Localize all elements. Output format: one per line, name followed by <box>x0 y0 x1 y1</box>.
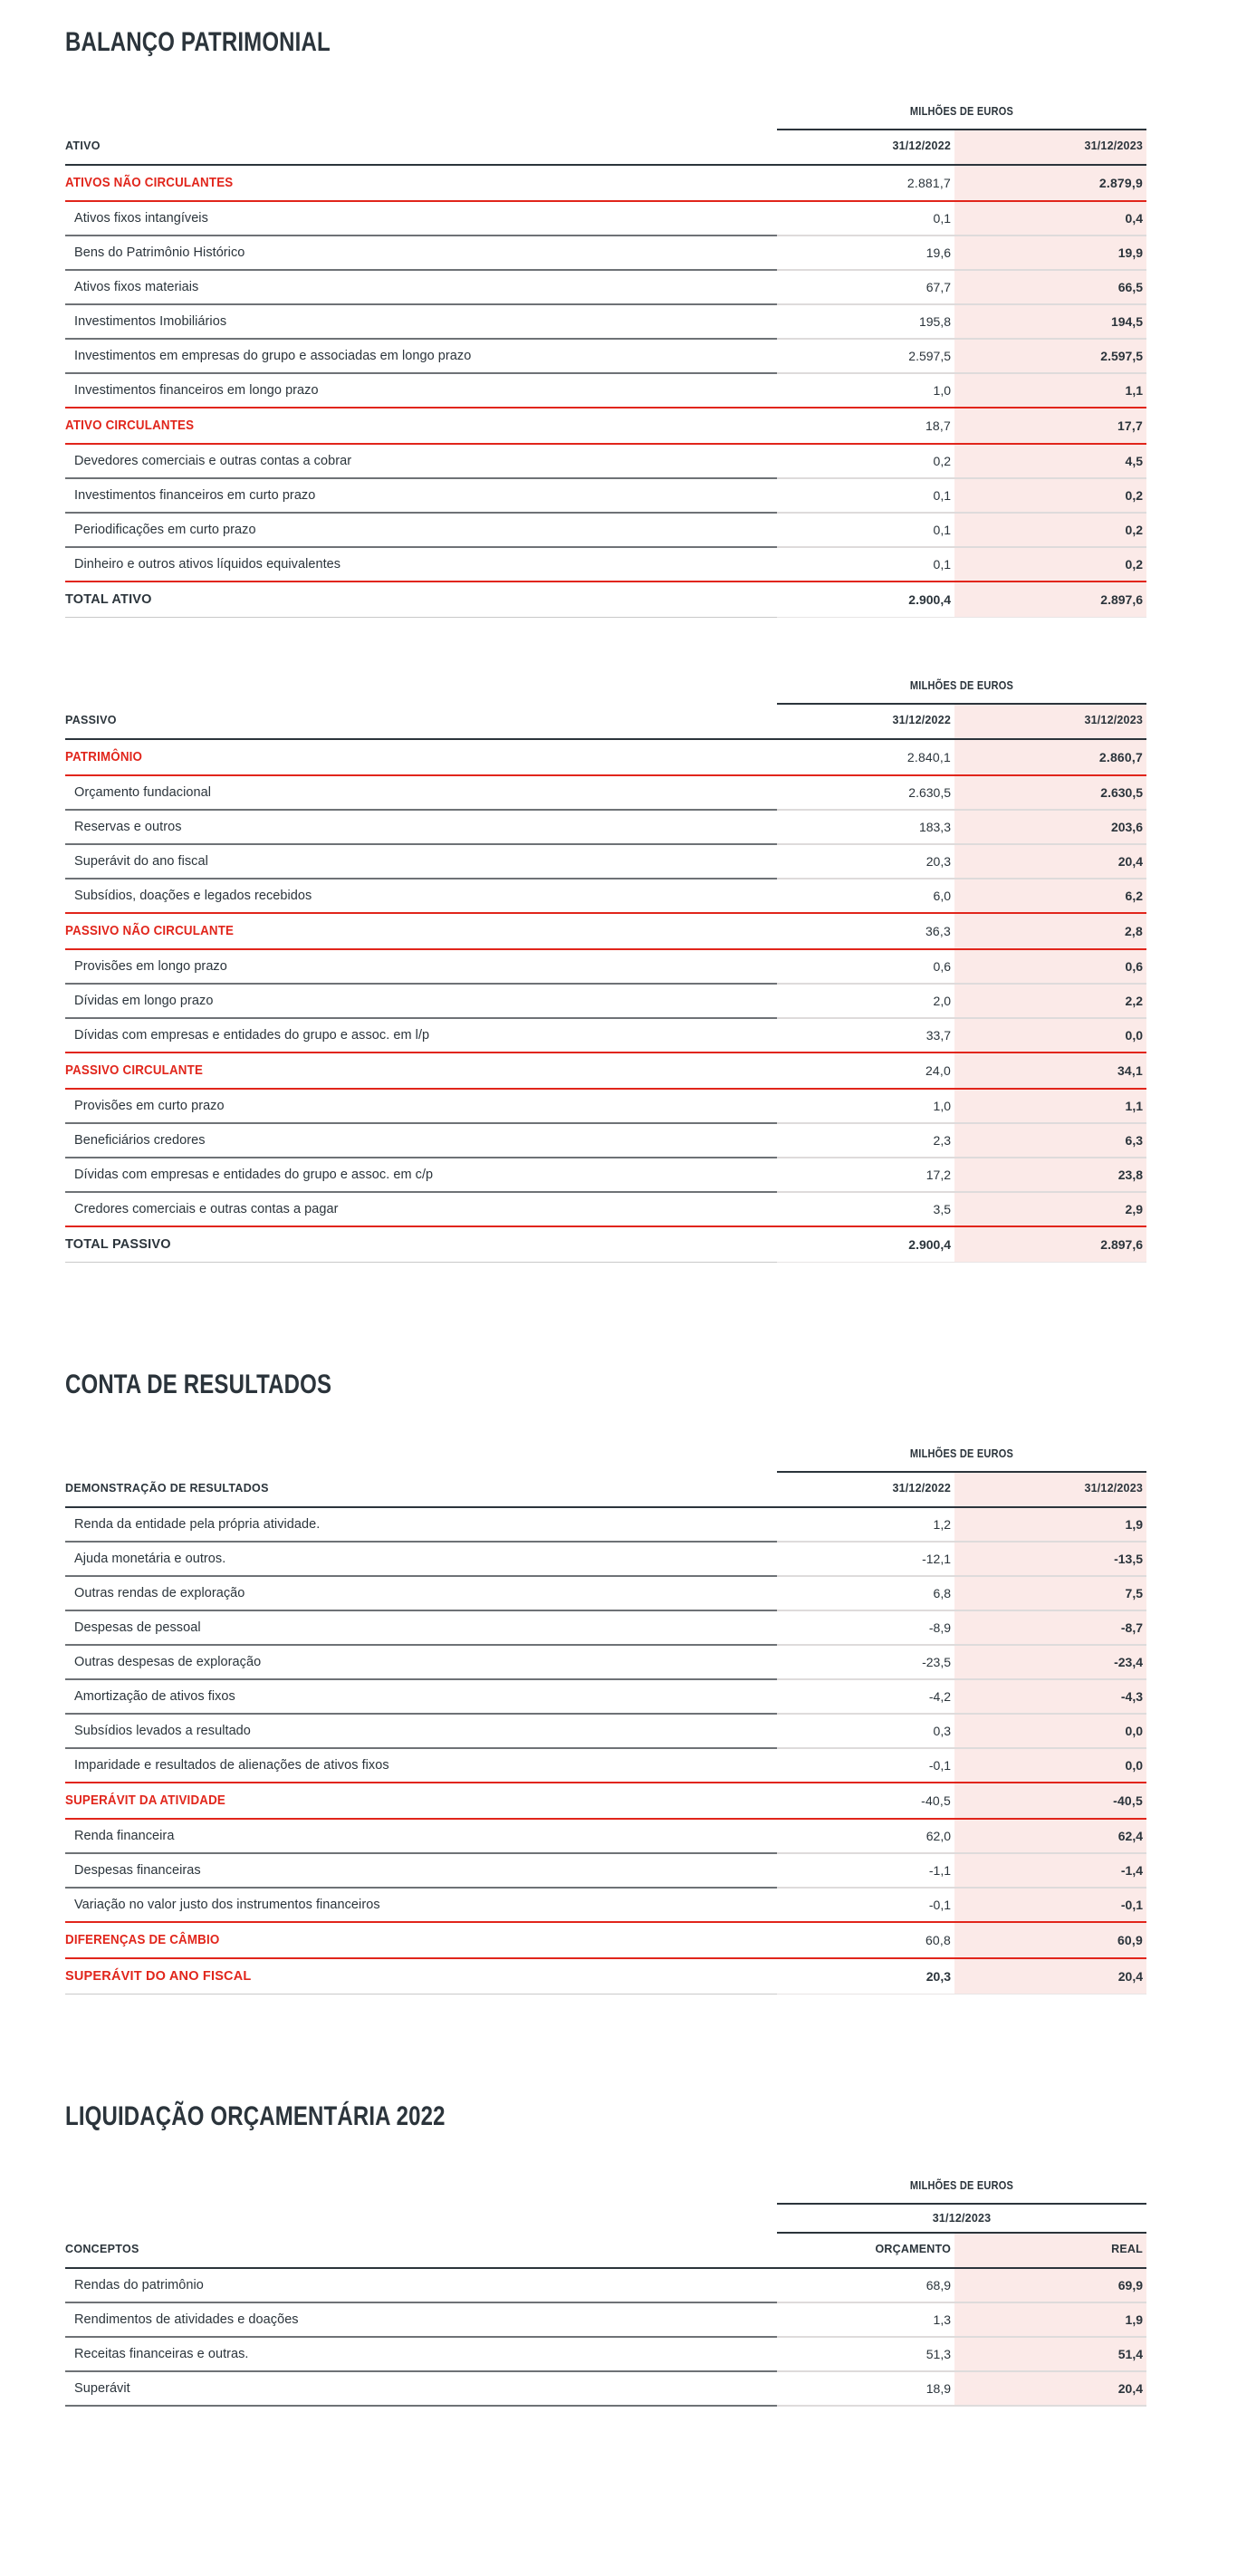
row-value-col1: 36,3 <box>925 924 951 938</box>
row-value-col1: 17,2 <box>925 1168 951 1182</box>
unit-header-row <box>65 2174 1146 2203</box>
row-value-col1: 19,6 <box>925 245 951 260</box>
row-label: Investimentos Imobiliários <box>74 314 227 329</box>
financial-table <box>65 100 1146 618</box>
row-label: Renda da entidade pela própria atividade. <box>74 1517 321 1532</box>
row-value-col2: 4,5 <box>954 444 1146 477</box>
financial-table <box>65 674 1146 1263</box>
table-row <box>65 1158 1146 1191</box>
row-value-col2: 1,1 <box>954 373 1146 407</box>
row-value-col2: 0,2 <box>954 478 1146 512</box>
table-row <box>65 270 1146 303</box>
section-row-label: DIFERENÇAS DE CÂMBIO <box>65 1933 220 1947</box>
row-value-col2: 0,4 <box>954 201 1146 235</box>
table-block <box>65 100 1146 618</box>
row-value-col1: 33,7 <box>925 1028 951 1043</box>
row-value-col1: 2.900,4 <box>908 1237 951 1252</box>
row-value-col1: 6,8 <box>933 1586 951 1600</box>
row-label: Credores comerciais e outras contas a pagar <box>74 1202 339 1216</box>
row-value-col2: 66,5 <box>954 270 1146 303</box>
row-value-col1: 2.597,5 <box>908 349 951 363</box>
row-value-col2: 0,2 <box>954 513 1146 546</box>
row-value-col2: -23,4 <box>954 1645 1146 1678</box>
unit-label: MILHÕES DE EUROS <box>909 2179 1014 2192</box>
row-value-col2: 1,9 <box>954 2302 1146 2336</box>
row-value-col1: 3,5 <box>933 1202 951 1216</box>
column-header-label: ATIVO <box>65 139 101 152</box>
table-row <box>65 1610 1146 1644</box>
column-header-col1: ORÇAMENTO <box>875 2243 951 2255</box>
row-value-col1: 24,0 <box>925 1063 951 1078</box>
table-row <box>65 1507 1146 1541</box>
table-block <box>65 2174 1146 2407</box>
section-row <box>65 408 1146 443</box>
total-row-label: SUPERÁVIT DO ANO FISCAL <box>65 1969 252 1984</box>
table-row <box>65 1819 1146 1852</box>
row-label: Dívidas com empresas e entidades do grupo e assoc. em l/p <box>74 1028 430 1043</box>
row-value-col1: 0,3 <box>933 1724 951 1738</box>
row-label: Ativos fixos intangíveis <box>74 211 208 226</box>
table-row <box>65 201 1146 235</box>
row-value-col1: 20,3 <box>925 1969 951 1984</box>
row-value-col2: 62,4 <box>954 1819 1146 1852</box>
row-value-col2: 0,0 <box>954 1018 1146 1052</box>
row-label: Dívidas em longo prazo <box>74 994 214 1008</box>
section-row-label: ATIVO CIRCULANTES <box>65 418 195 433</box>
row-value-col1: 0,6 <box>933 959 951 974</box>
table-row <box>65 2302 1146 2336</box>
table-row <box>65 844 1146 878</box>
row-value-col2: 1,9 <box>954 1507 1146 1541</box>
row-value-col1: -0,1 <box>928 1898 951 1912</box>
table-row <box>65 513 1146 546</box>
row-value-col1: 1,3 <box>933 2312 951 2327</box>
table-row <box>65 1192 1146 1226</box>
row-value-col2: 60,9 <box>954 1922 1146 1957</box>
row-label: Dívidas com empresas e entidades do grupo e assoc. em c/p <box>74 1168 434 1182</box>
row-value-col2: -8,7 <box>954 1610 1146 1644</box>
row-label: Beneficiários credores <box>74 1133 206 1148</box>
row-value-col1: 2.900,4 <box>908 592 951 607</box>
row-label: Rendimentos de atividades e doações <box>74 2312 299 2327</box>
row-value-col2: 0,6 <box>954 949 1146 983</box>
table-row <box>65 478 1146 512</box>
table-row <box>65 1888 1146 1921</box>
row-label: Superávit do ano fiscal <box>74 854 208 869</box>
row-value-col2: 2.860,7 <box>954 739 1146 774</box>
row-value-col2: 20,4 <box>954 2371 1146 2405</box>
row-value-col1: 2.881,7 <box>906 176 951 190</box>
total-row <box>65 1958 1146 1994</box>
report-root <box>65 0 1146 2407</box>
row-label: Bens do Patrimônio Histórico <box>74 245 245 260</box>
row-label: Superávit <box>74 2381 130 2396</box>
row-value-col1: 67,7 <box>925 280 951 294</box>
table-row <box>65 2371 1146 2405</box>
table-block <box>65 674 1146 1263</box>
row-value-col2: 23,8 <box>954 1158 1146 1191</box>
row-value-col2: 0,0 <box>954 1714 1146 1747</box>
row-label: Investimentos financeiros em longo prazo <box>74 383 319 398</box>
section-title-wrap <box>65 1263 1146 1442</box>
row-value-col1: 18,7 <box>925 418 951 433</box>
row-value-col2: 17,7 <box>954 408 1146 443</box>
row-value-col2: 2.879,9 <box>954 165 1146 200</box>
row-label: Subsídios, doações e legados recebidos <box>74 889 312 903</box>
row-label: Devedores comerciais e outras contas a cobrar <box>74 454 352 468</box>
column-header-col2: REAL <box>954 2233 1146 2267</box>
row-value-col1: 0,1 <box>933 211 951 226</box>
section-row <box>65 1053 1146 1088</box>
column-header-label: CONCEPTOS <box>65 2242 139 2255</box>
row-value-col1: 0,1 <box>933 488 951 503</box>
row-label: Imparidade e resultados de alienações de ativos fixos <box>74 1758 389 1773</box>
table-row <box>65 1645 1146 1678</box>
page-title: CONTA DE RESULTADOS <box>65 1370 332 1399</box>
section-row <box>65 913 1146 948</box>
page-title: LIQUIDAÇÃO ORÇAMENTÁRIA 2022 <box>65 2101 446 2131</box>
unit-header-row <box>65 100 1146 129</box>
table-row <box>65 1679 1146 1713</box>
row-value-col1: -23,5 <box>922 1655 951 1669</box>
row-value-col1: -1,1 <box>928 1863 951 1878</box>
row-value-col1: 20,3 <box>925 854 951 869</box>
financial-table <box>65 1442 1146 1994</box>
row-value-col1: 0,1 <box>933 557 951 572</box>
unit-label: MILHÕES DE EUROS <box>909 105 1014 118</box>
row-label: Provisões em curto prazo <box>74 1099 225 1113</box>
row-label: Subsídios levados a resultado <box>74 1724 251 1738</box>
row-value-col2: 2,2 <box>954 984 1146 1017</box>
column-header-row <box>65 1472 1146 1506</box>
row-value-col2: 2.897,6 <box>954 582 1146 617</box>
row-value-col2: 69,9 <box>954 2268 1146 2302</box>
row-value-col1: 62,0 <box>925 1829 951 1843</box>
table-row <box>65 1018 1146 1052</box>
column-header-row <box>65 130 1146 164</box>
unit-label: MILHÕES DE EUROS <box>909 1447 1014 1460</box>
row-value-col2: -0,1 <box>954 1888 1146 1921</box>
section-row-label: SUPERÁVIT DA ATIVIDADE <box>65 1793 225 1808</box>
row-value-col1: 6,0 <box>933 889 951 903</box>
row-value-col1: -8,9 <box>928 1620 951 1635</box>
table-row <box>65 2268 1146 2302</box>
row-label: Periodificações em curto prazo <box>74 523 256 537</box>
row-value-col2: 194,5 <box>954 304 1146 338</box>
row-label: Outras despesas de exploração <box>74 1655 262 1669</box>
section-row-label: PASSIVO CIRCULANTE <box>65 1063 204 1078</box>
row-value-col2: -1,4 <box>954 1853 1146 1887</box>
row-value-col1: 18,9 <box>925 2381 951 2396</box>
column-header-col1: 31/12/2022 <box>892 714 951 726</box>
row-value-col2: 6,3 <box>954 1123 1146 1157</box>
row-label: Rendas do patrimônio <box>74 2278 204 2292</box>
total-row <box>65 582 1146 617</box>
row-label: Ajuda monetária e outros. <box>74 1552 226 1566</box>
section-row-label: ATIVOS NÃO CIRCULANTES <box>65 176 234 190</box>
row-value-col2: 0,2 <box>954 547 1146 581</box>
row-value-col2: 51,4 <box>954 2337 1146 2370</box>
row-label: Despesas financeiras <box>74 1863 201 1878</box>
row-value-col2: 1,1 <box>954 1089 1146 1122</box>
section-row <box>65 739 1146 774</box>
row-value-col1: 183,3 <box>918 820 951 834</box>
column-header-label: DEMONSTRAÇÃO DE RESULTADOS <box>65 1481 269 1495</box>
row-value-col2: 34,1 <box>954 1053 1146 1088</box>
column-header-col1: 31/12/2022 <box>892 1482 951 1495</box>
row-value-col1: 1,2 <box>933 1517 951 1532</box>
unit-header-row <box>65 674 1146 703</box>
row-label: Renda financeira <box>74 1829 175 1843</box>
table-row <box>65 1123 1146 1157</box>
table-row <box>65 339 1146 372</box>
row-value-col2: 20,4 <box>954 844 1146 878</box>
table-row <box>65 1089 1146 1122</box>
table-row <box>65 984 1146 1017</box>
table-row <box>65 810 1146 843</box>
row-label: Reservas e outros <box>74 820 182 834</box>
row-label: Ativos fixos materiais <box>74 280 199 294</box>
row-value-col1: 2.630,5 <box>908 785 951 800</box>
section-title-wrap <box>65 0 1146 100</box>
table-row <box>65 879 1146 912</box>
row-value-col2: 2,9 <box>954 1192 1146 1226</box>
row-value-col2: 6,2 <box>954 879 1146 912</box>
row-value-col2: 2,8 <box>954 913 1146 948</box>
unit-label: MILHÕES DE EUROS <box>909 679 1014 692</box>
row-value-col1: -12,1 <box>922 1552 951 1566</box>
row-value-col2: 2.630,5 <box>954 775 1146 809</box>
column-header-col2: 31/12/2023 <box>954 704 1146 738</box>
row-value-col2: 2.597,5 <box>954 339 1146 372</box>
unit-header-row <box>65 1442 1146 1471</box>
table-row <box>65 304 1146 338</box>
row-value-col1: 0,2 <box>933 454 951 468</box>
table-row <box>65 2337 1146 2370</box>
row-value-col1: -0,1 <box>928 1758 951 1773</box>
section-row <box>65 1783 1146 1818</box>
row-value-col1: 1,0 <box>933 1099 951 1113</box>
page-title: BALANÇO PATRIMONIAL <box>65 27 331 57</box>
row-label: Receitas financeiras e outras. <box>74 2347 249 2361</box>
row-label: Outras rendas de exploração <box>74 1586 245 1600</box>
column-header-row <box>65 704 1146 738</box>
row-value-col2: 203,6 <box>954 810 1146 843</box>
column-header-label: PASSIVO <box>65 713 117 726</box>
row-value-col1: 2.840,1 <box>906 750 951 764</box>
row-value-col2: 19,9 <box>954 235 1146 269</box>
row-value-col2: 0,0 <box>954 1748 1146 1782</box>
row-label: Investimentos em empresas do grupo e associadas em longo prazo <box>74 349 472 363</box>
column-header-row <box>65 2233 1146 2267</box>
row-value-col1: 195,8 <box>918 314 951 329</box>
row-value-col2: 7,5 <box>954 1576 1146 1610</box>
table-block <box>65 1442 1146 1994</box>
table-row <box>65 373 1146 407</box>
row-label: Provisões em longo prazo <box>74 959 227 974</box>
row-value-col1: -40,5 <box>921 1793 951 1808</box>
row-value-col1: 68,9 <box>925 2278 951 2292</box>
row-value-col1: 60,8 <box>925 1933 951 1947</box>
span-date-row <box>65 2204 1146 2232</box>
financial-table <box>65 2174 1146 2407</box>
column-header-col1: 31/12/2022 <box>892 139 951 152</box>
total-row <box>65 1226 1146 1262</box>
row-label: Amortização de ativos fixos <box>74 1689 235 1704</box>
table-row <box>65 1542 1146 1575</box>
table-row <box>65 949 1146 983</box>
span-date-label: 31/12/2023 <box>932 2212 992 2225</box>
section-row <box>65 165 1146 200</box>
table-row <box>65 1853 1146 1887</box>
row-label: Investimentos financeiros em curto prazo <box>74 488 316 503</box>
total-row-label: TOTAL PASSIVO <box>65 1237 171 1252</box>
table-row <box>65 235 1146 269</box>
row-value-col2: 2.897,6 <box>954 1226 1146 1262</box>
column-header-col2: 31/12/2023 <box>954 1472 1146 1506</box>
row-value-col1: 1,0 <box>933 383 951 398</box>
row-value-col2: -4,3 <box>954 1679 1146 1713</box>
section-row-label: PATRIMÔNIO <box>65 750 143 764</box>
table-gap <box>65 618 1146 674</box>
row-value-col2: -40,5 <box>954 1783 1146 1818</box>
row-label: Dinheiro e outros ativos líquidos equivalentes <box>74 557 341 572</box>
row-value-col2: 20,4 <box>954 1958 1146 1994</box>
row-value-col1: 2,0 <box>933 994 951 1008</box>
row-value-col1: -4,2 <box>928 1689 951 1704</box>
row-value-col1: 0,1 <box>933 523 951 537</box>
table-row <box>65 775 1146 809</box>
table-row <box>65 547 1146 581</box>
section-row-label: PASSIVO NÃO CIRCULANTE <box>65 924 235 938</box>
row-value-col2: -13,5 <box>954 1542 1146 1575</box>
section-row <box>65 1922 1146 1957</box>
total-row-label: TOTAL ATIVO <box>65 592 152 607</box>
row-separator <box>65 2405 1146 2406</box>
row-value-col1: 51,3 <box>925 2347 951 2361</box>
table-row <box>65 1748 1146 1782</box>
table-row <box>65 1714 1146 1747</box>
row-label: Variação no valor justo dos instrumentos financeiros <box>74 1898 380 1912</box>
table-row <box>65 1576 1146 1610</box>
section-title-wrap <box>65 1994 1146 2174</box>
row-value-col1: 2,3 <box>933 1133 951 1148</box>
column-header-col2: 31/12/2023 <box>954 130 1146 164</box>
table-row <box>65 444 1146 477</box>
row-label: Orçamento fundacional <box>74 785 211 800</box>
row-label: Despesas de pessoal <box>74 1620 201 1635</box>
